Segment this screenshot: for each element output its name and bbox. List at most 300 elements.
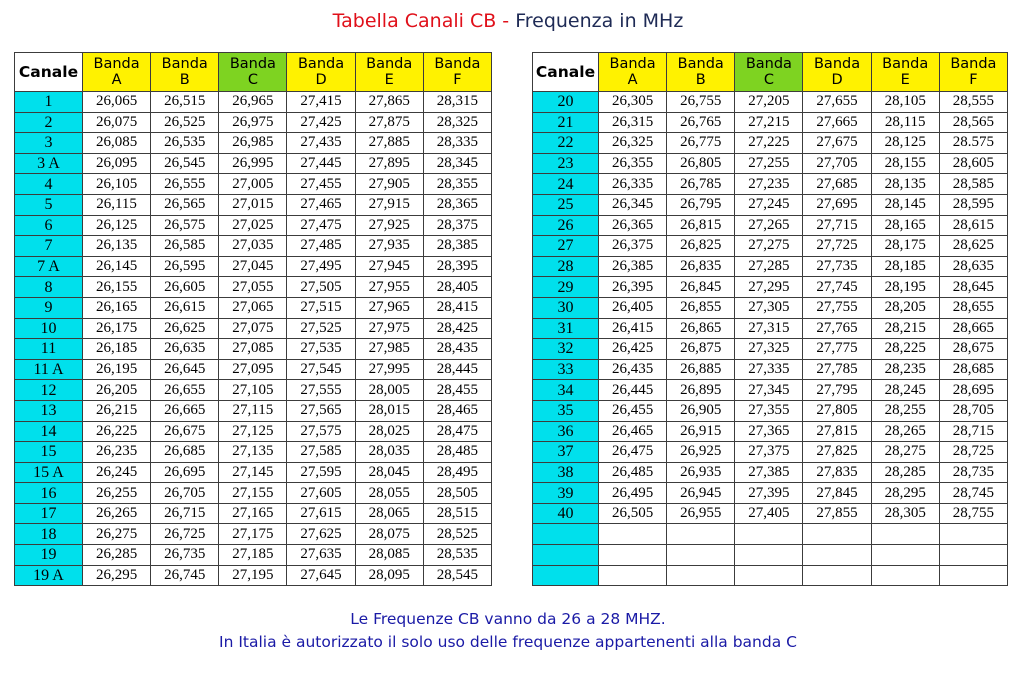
frequency-cell: 27,545 [287,359,355,380]
frequency-cell: 26,475 [599,442,667,463]
frequency-cell: 27,225 [735,133,803,154]
band-header-letter: B [179,72,190,88]
frequency-cell: 28,405 [423,277,491,298]
frequency-cell: 27,065 [219,297,287,318]
band-header-word: Banda [434,56,481,72]
frequency-cell: 27,475 [287,215,355,236]
table-row [15,318,492,339]
frequency-cell: 27,355 [735,400,803,421]
frequency-cell: 27,815 [803,421,871,442]
table-row [15,277,492,298]
frequency-cell: 27,895 [355,153,423,174]
frequency-cell: 26,605 [151,277,219,298]
channel-cell: 31 [533,318,599,339]
channel-cell: 10 [15,318,83,339]
frequency-cell: 28,255 [871,400,939,421]
frequency-cell: 27,605 [287,483,355,504]
frequency-cell: 27,835 [803,462,871,483]
frequency-cell [803,524,871,545]
channel-cell: 32 [533,339,599,360]
channel-cell: 14 [15,421,83,442]
frequency-cell: 27,795 [803,380,871,401]
frequency-cell: 26,865 [667,318,735,339]
frequency-cell: 27,505 [287,277,355,298]
band-header-d [803,53,871,92]
frequency-cell: 27,175 [219,524,287,545]
frequency-cell: 27,455 [287,174,355,195]
frequency-cell: 28,625 [939,236,1007,257]
channel-cell: 15 [15,442,83,463]
frequency-cell: 27,265 [735,215,803,236]
channel-cell: 30 [533,297,599,318]
frequency-cell: 27,255 [735,153,803,174]
frequency-cell: 27,235 [735,174,803,195]
frequency-cell: 26,925 [667,442,735,463]
frequency-cell: 28,515 [423,503,491,524]
channel-cell: 22 [533,133,599,154]
frequency-cell [939,524,1007,545]
frequency-cell: 28,175 [871,236,939,257]
channel-cell: 26 [533,215,599,236]
frequency-cell: 27,075 [219,318,287,339]
band-header-e [355,53,423,92]
channel-cell: 9 [15,297,83,318]
frequency-cell: 28,225 [871,339,939,360]
channel-cell: 7 [15,236,83,257]
band-header-word: Banda [161,56,208,72]
frequency-cell: 28,235 [871,359,939,380]
channel-cell: 33 [533,359,599,380]
frequency-cell: 26,975 [219,112,287,133]
frequency-cell: 26,935 [667,462,735,483]
band-header-letter: D [315,72,327,88]
frequency-cell: 27,395 [735,483,803,504]
band-header-letter: F [453,72,462,88]
frequency-cell: 27,615 [287,503,355,524]
frequency-cell: 26,315 [599,112,667,133]
frequency-cell [599,524,667,545]
frequency-cell [939,545,1007,566]
channel-cell: 25 [533,194,599,215]
frequency-cell: 27,275 [735,236,803,257]
canale-header: Canale [533,53,599,92]
channel-cell: 34 [533,380,599,401]
frequency-cell: 28,345 [423,153,491,174]
channel-cell: 38 [533,462,599,483]
frequency-cell: 28,095 [355,565,423,586]
frequency-cell: 28,385 [423,236,491,257]
channel-cell: 28 [533,256,599,277]
frequency-cell: 27,565 [287,400,355,421]
canale-header: Canale [15,53,83,92]
frequency-cell: 26,625 [151,318,219,339]
channel-cell: 18 [15,524,83,545]
frequency-cell: 26,995 [219,153,287,174]
frequency-cell: 26,135 [83,236,151,257]
frequency-cell: 28,205 [871,297,939,318]
band-header-e [871,53,939,92]
table-row [15,380,492,401]
channel-cell [533,545,599,566]
frequency-cell: 26,845 [667,277,735,298]
channel-cell: 4 [15,174,83,195]
frequency-cell: 27,595 [287,462,355,483]
frequency-cell: 27,385 [735,462,803,483]
channel-cell: 8 [15,277,83,298]
frequency-cell: 27,785 [803,359,871,380]
frequency-cell: 27,675 [803,133,871,154]
channel-cell [533,524,599,545]
frequency-cell: 27,805 [803,400,871,421]
frequency-cell: 26,215 [83,400,151,421]
table-row [533,380,1008,401]
frequency-cell: 27,435 [287,133,355,154]
frequency-cell: 26,385 [599,256,667,277]
frequency-cell: 28,265 [871,421,939,442]
table-row [533,215,1008,236]
table-row [15,483,492,504]
frequency-cell: 26,545 [151,153,219,174]
frequency-cell: 26,465 [599,421,667,442]
frequency-cell: 27,485 [287,236,355,257]
frequency-cell: 26,505 [599,503,667,524]
frequency-cell: 27,585 [287,442,355,463]
frequency-cell: 28,595 [939,194,1007,215]
frequency-cell: 27,045 [219,256,287,277]
frequency-cell [667,565,735,586]
table-row [533,297,1008,318]
channel-cell: 23 [533,153,599,174]
channel-cell: 15 A [15,462,83,483]
frequency-cell: 27,855 [803,503,871,524]
frequency-cell: 27,865 [355,92,423,113]
table-row [533,339,1008,360]
frequency-cell: 26,335 [599,174,667,195]
channel-cell: 21 [533,112,599,133]
frequency-cell: 26,565 [151,194,219,215]
frequency-cell: 26,635 [151,339,219,360]
band-header-letter: C [247,72,258,88]
band-header-a [599,53,667,92]
frequency-cell: 28,495 [423,462,491,483]
frequency-cell: 27,285 [735,256,803,277]
table-row [15,421,492,442]
frequency-cell: 26,705 [151,483,219,504]
frequency-cell: 26,105 [83,174,151,195]
channel-table-left [14,52,492,586]
frequency-cell: 28,055 [355,483,423,504]
frequency-cell: 27,085 [219,339,287,360]
frequency-cell: 27,885 [355,133,423,154]
frequency-cell: 27,405 [735,503,803,524]
band-header-letter: C [763,72,774,88]
frequency-cell: 27,575 [287,421,355,442]
frequency-cell: 28,645 [939,277,1007,298]
frequency-cell [735,545,803,566]
note-italy-band-c: In Italia è autorizzato il solo uso delle frequenze appartenenti alla banda C [219,633,797,651]
frequency-cell: 26,785 [667,174,735,195]
frequency-cell: 28,565 [939,112,1007,133]
frequency-cell: 28,335 [423,133,491,154]
frequency-cell: 28,165 [871,215,939,236]
band-header-b [151,53,219,92]
frequency-cell [871,545,939,566]
frequency-cell: 27,095 [219,359,287,380]
channel-cell: 27 [533,236,599,257]
frequency-cell: 26,675 [151,421,219,442]
frequency-cell: 26,765 [667,112,735,133]
band-header-letter: B [695,72,706,88]
frequency-cell: 28,085 [355,545,423,566]
frequency-cell: 27,905 [355,174,423,195]
frequency-cell: 26,125 [83,215,151,236]
table-row [15,297,492,318]
frequency-cell: 28,135 [871,174,939,195]
frequency-cell: 28,475 [423,421,491,442]
frequency-cell: 26,445 [599,380,667,401]
table-row [15,112,492,133]
frequency-cell: 26,155 [83,277,151,298]
table-row [533,462,1008,483]
frequency-cell: 26,145 [83,256,151,277]
frequency-cell: 26,345 [599,194,667,215]
table-row [15,174,492,195]
frequency-cell [599,545,667,566]
frequency-cell: 28,755 [939,503,1007,524]
frequency-cell: 28,745 [939,483,1007,504]
frequency-cell: 28,045 [355,462,423,483]
frequency-cell: 27,245 [735,194,803,215]
frequency-cell: 27,735 [803,256,871,277]
table-row [533,194,1008,215]
table-row [533,565,1008,586]
table-row [15,545,492,566]
frequency-cell: 26,715 [151,503,219,524]
frequency-cell: 26,945 [667,483,735,504]
table-row [533,112,1008,133]
frequency-cell: 26,595 [151,256,219,277]
frequency-cell: 27,305 [735,297,803,318]
frequency-cell: 27,685 [803,174,871,195]
band-header-f [423,53,491,92]
channel-cell: 1 [15,92,83,113]
frequency-cell: 28,435 [423,339,491,360]
table-row [15,215,492,236]
frequency-cell: 28,615 [939,215,1007,236]
table-row [15,442,492,463]
frequency-cell: 26,095 [83,153,151,174]
frequency-cell: 26,725 [151,524,219,545]
frequency-cell: 27,705 [803,153,871,174]
frequency-cell: 27,875 [355,112,423,133]
frequency-cell: 26,745 [151,565,219,586]
frequency-cell: 26,615 [151,297,219,318]
frequency-cell: 28,605 [939,153,1007,174]
frequency-cell: 26,795 [667,194,735,215]
frequency-cell: 28,015 [355,400,423,421]
band-header-word: Banda [229,56,276,72]
frequency-cell [735,524,803,545]
table-row [15,400,492,421]
frequency-cell: 26,875 [667,339,735,360]
frequency-cell [939,565,1007,586]
frequency-cell [667,524,735,545]
band-header-f [939,53,1007,92]
frequency-cell: 27,165 [219,503,287,524]
channel-cell: 39 [533,483,599,504]
band-header-letter: D [831,72,843,88]
frequency-cell: 27,445 [287,153,355,174]
channel-cell: 12 [15,380,83,401]
table-row [533,545,1008,566]
frequency-cell: 26,775 [667,133,735,154]
table-row [15,256,492,277]
table-row [15,524,492,545]
frequency-cell: 26,115 [83,194,151,215]
frequency-cell: 27,465 [287,194,355,215]
band-header-word: Banda [882,56,929,72]
frequency-cell: 26,965 [219,92,287,113]
frequency-cell: 27,335 [735,359,803,380]
frequency-cell: 28,445 [423,359,491,380]
frequency-cell: 26,535 [151,133,219,154]
channel-cell: 5 [15,194,83,215]
frequency-cell: 26,425 [599,339,667,360]
frequency-cell: 28,025 [355,421,423,442]
band-header-letter: F [969,72,978,88]
frequency-cell: 26,255 [83,483,151,504]
frequency-cell: 26,955 [667,503,735,524]
frequency-cell: 27,295 [735,277,803,298]
frequency-cell: 26,695 [151,462,219,483]
frequency-cell: 27,625 [287,524,355,545]
frequency-cell: 28,555 [939,92,1007,113]
frequency-cell: 27,665 [803,112,871,133]
frequency-cell: 28,425 [423,318,491,339]
band-header-word: Banda [813,56,861,72]
table-row [533,503,1008,524]
frequency-cell: 27,695 [803,194,871,215]
band-header-a [83,53,151,92]
table-row [15,236,492,257]
band-header-letter: A [627,72,638,88]
channel-cell: 24 [533,174,599,195]
band-header-c [735,53,803,92]
table-row [533,318,1008,339]
frequency-cell: 27,555 [287,380,355,401]
frequency-cell: 26,195 [83,359,151,380]
frequency-cell: 28,195 [871,277,939,298]
channel-cell: 13 [15,400,83,421]
frequency-cell: 27,635 [287,545,355,566]
band-header-word: Banda [93,56,140,72]
frequency-cell: 27,845 [803,483,871,504]
frequency-cell: 26,485 [599,462,667,483]
frequency-cell: 27,495 [287,256,355,277]
frequency-cell: 27,105 [219,380,287,401]
frequency-cell: 26,085 [83,133,151,154]
channel-cell: 16 [15,483,83,504]
title-main: Tabella Canali CB [332,10,497,32]
table-row [533,524,1008,545]
frequency-cell: 26,165 [83,297,151,318]
frequency-cell: 26,645 [151,359,219,380]
table-row [15,92,492,113]
table-row [533,277,1008,298]
frequency-cell [667,545,735,566]
frequency-cell: 27,145 [219,462,287,483]
band-header-word: Banda [677,56,724,72]
table-row [533,133,1008,154]
frequency-cell: 28,685 [939,359,1007,380]
frequency-cell: 26,415 [599,318,667,339]
frequency-cell: 28,115 [871,112,939,133]
frequency-cell: 26,575 [151,215,219,236]
table-row [15,503,492,524]
channel-cell: 36 [533,421,599,442]
band-header-word: Banda [745,56,792,72]
frequency-cell: 28,655 [939,297,1007,318]
channel-cell: 2 [15,112,83,133]
frequency-cell: 26,755 [667,92,735,113]
frequency-cell: 27,655 [803,92,871,113]
frequency-cell: 26,895 [667,380,735,401]
frequency-cell: 27,315 [735,318,803,339]
frequency-cell: 28,545 [423,565,491,586]
frequency-cell: 27,715 [803,215,871,236]
table-row [15,133,492,154]
channel-table-right [532,52,1008,586]
frequency-cell: 28,245 [871,380,939,401]
frequency-cell: 26,855 [667,297,735,318]
frequency-cell: 28,185 [871,256,939,277]
frequency-cell: 27,185 [219,545,287,566]
frequency-cell: 28,325 [423,112,491,133]
channel-cell: 3 A [15,153,83,174]
frequency-cell: 27,365 [735,421,803,442]
frequency-cell: 28,295 [871,483,939,504]
frequency-cell: 28,355 [423,174,491,195]
channel-cell: 6 [15,215,83,236]
frequency-cell: 26,205 [83,380,151,401]
page-title [0,8,1016,34]
frequency-cell: 28,075 [355,524,423,545]
frequency-cell: 27,325 [735,339,803,360]
frequency-cell: 27,425 [287,112,355,133]
frequency-cell: 28,275 [871,442,939,463]
band-header-c [219,53,287,92]
frequency-cell: 28,315 [423,92,491,113]
frequency-cell: 26,525 [151,112,219,133]
frequency-cell: 26,355 [599,153,667,174]
channel-cell: 35 [533,400,599,421]
frequency-cell: 28,365 [423,194,491,215]
table-row [533,421,1008,442]
frequency-cell: 26,235 [83,442,151,463]
frequency-cell: 27,055 [219,277,287,298]
channel-cell: 11 A [15,359,83,380]
frequency-cell: 27,155 [219,483,287,504]
frequency-cell: 26,515 [151,92,219,113]
channel-cell: 7 A [15,256,83,277]
frequency-cell: 28,375 [423,215,491,236]
frequency-cell: 27,375 [735,442,803,463]
band-header-letter: E [900,72,910,88]
channel-cell: 19 [15,545,83,566]
frequency-cell: 26,825 [667,236,735,257]
channel-cell: 29 [533,277,599,298]
table-row [533,442,1008,463]
